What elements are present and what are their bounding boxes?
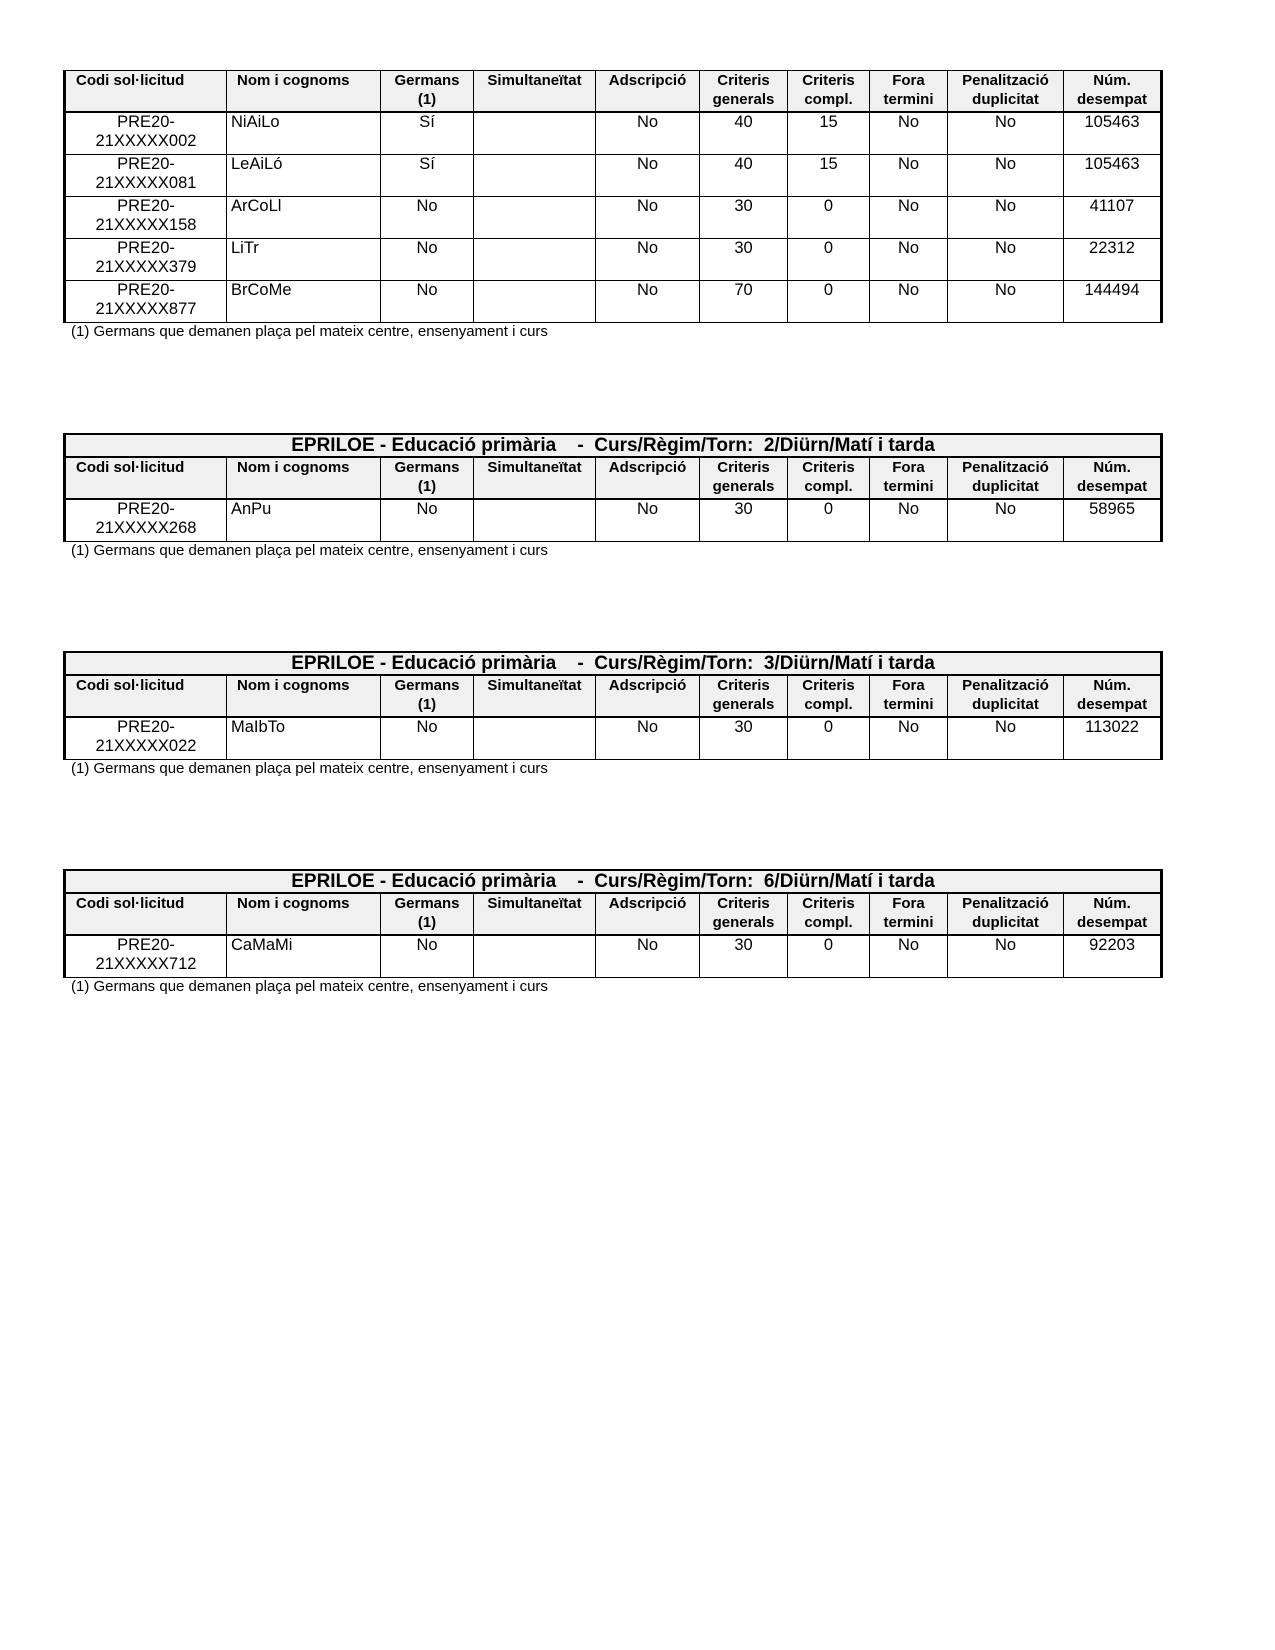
table-cell: 30 [700,239,788,281]
table-cell: No [870,499,948,542]
table-cell: No [948,112,1064,155]
table-cell: 0 [788,499,870,542]
table-cell: No [596,239,700,281]
column-header: Núm. desempat [1064,675,1162,717]
table-row [65,281,1162,323]
column-header: Fora termini [870,457,948,499]
table-cell: 70 [700,281,788,323]
table-cell: No [381,281,474,323]
column-header: Codi sol·licitud [65,893,227,935]
table-cell: PRE20-21XXXXX158 [65,197,227,239]
table-row [65,197,1162,239]
table-cell: No [596,197,700,239]
column-header: Simultaneïtat [474,71,596,113]
column-header: Penalització duplicitat [948,71,1064,113]
table-cell: Sí [381,112,474,155]
table-cell: 0 [788,239,870,281]
table-cell: No [596,499,700,542]
column-header: Simultaneïtat [474,675,596,717]
table-cell: No [870,239,948,281]
table-cell [474,935,596,978]
column-header: Simultaneïtat [474,457,596,499]
column-header: Adscripció [596,71,700,113]
table-cell: No [381,935,474,978]
table-cell: 15 [788,112,870,155]
admissions-table [63,869,1163,978]
table-cell: PRE20-21XXXXX712 [65,935,227,978]
column-header: Criteris generals [700,457,788,499]
table-cell: 0 [788,197,870,239]
footnote: (1) Germans que demanen plaça pel mateix centre, ensenyament i curs [71,978,548,995]
table-cell: No [870,112,948,155]
column-header: Núm. desempat [1064,893,1162,935]
table-cell: PRE20-21XXXXX268 [65,499,227,542]
table-cell [474,239,596,281]
column-header: Germans (1) [381,675,474,717]
column-header: Núm. desempat [1064,71,1162,113]
column-header: Criteris compl. [788,893,870,935]
admissions-table-block [63,70,1161,341]
column-header: Simultaneïtat [474,893,596,935]
table-row [65,239,1162,281]
column-header: Adscripció [596,457,700,499]
column-header: Penalització duplicitat [948,893,1064,935]
table-cell: 92203 [1064,935,1162,978]
table-cell: No [948,155,1064,197]
table-cell: No [870,717,948,760]
table-cell: No [381,717,474,760]
table-cell: 41107 [1064,197,1162,239]
table-cell: 105463 [1064,155,1162,197]
table-cell: 0 [788,717,870,760]
column-header: Codi sol·licitud [65,675,227,717]
table-row [65,499,1162,542]
table-cell: 0 [788,935,870,978]
table-cell: MaIbTo [227,717,381,760]
table-cell: No [870,935,948,978]
column-header: Nom i cognoms [227,71,381,113]
table-title: EPRILOE - Educació primària - Curs/Règim/Torn: 2/Diürn/Matí i tarda [65,434,1162,457]
table-cell: 30 [700,499,788,542]
table-cell: AnPu [227,499,381,542]
table-cell [474,499,596,542]
table-cell: LiTr [227,239,381,281]
column-header: Fora termini [870,71,948,113]
table-cell: 30 [700,935,788,978]
table-cell [474,281,596,323]
table-row [65,112,1162,155]
table-cell: Sí [381,155,474,197]
admissions-table [63,433,1163,542]
column-header: Fora termini [870,893,948,935]
table-cell: No [596,112,700,155]
table-cell: 113022 [1064,717,1162,760]
column-header: Penalització duplicitat [948,675,1064,717]
table-cell: 40 [700,155,788,197]
table-cell: No [596,717,700,760]
table-cell: LeAiLó [227,155,381,197]
admissions-table [63,70,1163,323]
table-cell: No [596,935,700,978]
table-cell: No [870,155,948,197]
footnote: (1) Germans que demanen plaça pel mateix centre, ensenyament i curs [71,323,548,340]
table-cell: NiAiLo [227,112,381,155]
column-header: Nom i cognoms [227,675,381,717]
table-cell: PRE20-21XXXXX877 [65,281,227,323]
admissions-table-block [63,651,1161,778]
table-cell: No [948,499,1064,542]
table-cell: 22312 [1064,239,1162,281]
table-cell: No [381,197,474,239]
table-cell: No [948,281,1064,323]
table-cell: 15 [788,155,870,197]
admissions-table-block [63,869,1161,996]
table-cell: No [381,239,474,281]
admissions-table [63,651,1163,760]
table-row [65,717,1162,760]
table-cell: PRE20-21XXXXX002 [65,112,227,155]
table-cell: No [948,717,1064,760]
column-header: Criteris generals [700,71,788,113]
table-cell: BrCoMe [227,281,381,323]
table-cell: 105463 [1064,112,1162,155]
admissions-table-block [63,433,1161,560]
table-cell: CaMaMi [227,935,381,978]
table-row [65,155,1162,197]
table-cell: 30 [700,717,788,760]
table-cell: No [948,239,1064,281]
table-cell: 40 [700,112,788,155]
table-cell: 0 [788,281,870,323]
column-header: Nom i cognoms [227,893,381,935]
table-cell: PRE20-21XXXXX081 [65,155,227,197]
table-cell: 58965 [1064,499,1162,542]
column-header: Adscripció [596,675,700,717]
column-header: Criteris generals [700,675,788,717]
column-header: Criteris compl. [788,457,870,499]
table-cell: No [596,155,700,197]
column-header: Penalització duplicitat [948,457,1064,499]
column-header: Codi sol·licitud [65,457,227,499]
column-header: Germans (1) [381,893,474,935]
table-cell: No [596,281,700,323]
column-header: Núm. desempat [1064,457,1162,499]
column-header: Germans (1) [381,457,474,499]
footnote: (1) Germans que demanen plaça pel mateix centre, ensenyament i curs [71,760,548,777]
column-header: Criteris generals [700,893,788,935]
table-cell: No [381,499,474,542]
table-cell: No [870,281,948,323]
table-cell: 144494 [1064,281,1162,323]
table-title: EPRILOE - Educació primària - Curs/Règim/Torn: 3/Diürn/Matí i tarda [65,652,1162,675]
table-cell: ArCoLl [227,197,381,239]
table-row [65,935,1162,978]
column-header: Adscripció [596,893,700,935]
table-cell: PRE20-21XXXXX022 [65,717,227,760]
table-cell: No [870,197,948,239]
column-header: Nom i cognoms [227,457,381,499]
table-title: EPRILOE - Educació primària - Curs/Règim/Torn: 6/Diürn/Matí i tarda [65,870,1162,893]
table-cell: No [948,197,1064,239]
column-header: Fora termini [870,675,948,717]
table-cell [474,155,596,197]
table-cell: No [948,935,1064,978]
footnote: (1) Germans que demanen plaça pel mateix centre, ensenyament i curs [71,542,548,559]
table-cell: PRE20-21XXXXX379 [65,239,227,281]
column-header: Criteris compl. [788,675,870,717]
column-header: Codi sol·licitud [65,71,227,113]
table-cell [474,112,596,155]
column-header: Criteris compl. [788,71,870,113]
table-cell [474,717,596,760]
table-cell: 30 [700,197,788,239]
column-header: Germans (1) [381,71,474,113]
table-cell [474,197,596,239]
